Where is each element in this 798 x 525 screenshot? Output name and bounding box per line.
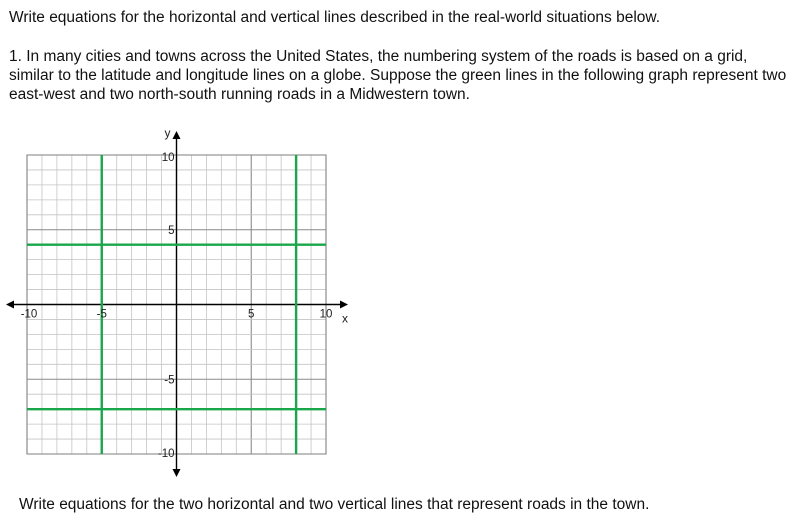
x-tick-label: -5 bbox=[96, 308, 107, 321]
x-axis-label: x bbox=[342, 311, 348, 326]
y-tick-label: -10 bbox=[157, 448, 175, 460]
question-text: Write equations for the two horizontal and two vertical lines that represent roads in the town. bbox=[19, 496, 650, 513]
x-tick-label: 5 bbox=[248, 308, 255, 321]
coordinate-graph bbox=[0, 120, 360, 480]
x-tick-label: -10 bbox=[20, 308, 38, 321]
y-axis-bottom-arrow bbox=[173, 469, 181, 477]
x-tick-label: 10 bbox=[319, 308, 333, 321]
y-axis-label: y bbox=[164, 126, 171, 140]
y-tick-label: 10 bbox=[161, 152, 175, 164]
x-axis-right-arrow bbox=[340, 301, 348, 309]
problem-text: 1. In many cities and towns across the United States, the numbering system of the roads is based on a grid, similar to the latitude and longitude lines on a globe. Suppose the green lines in the following graph represent two east-west and two north-south running roads in a Midwestern town. bbox=[9, 48, 787, 103]
y-axis-top-arrow bbox=[173, 131, 181, 139]
x-axis-left-arrow bbox=[6, 301, 14, 309]
y-tick-label: -5 bbox=[164, 374, 175, 387]
y-tick-label: 5 bbox=[168, 224, 175, 237]
instructions-text: Write equations for the horizontal and vertical lines described in the real-world situations below. bbox=[9, 9, 661, 26]
